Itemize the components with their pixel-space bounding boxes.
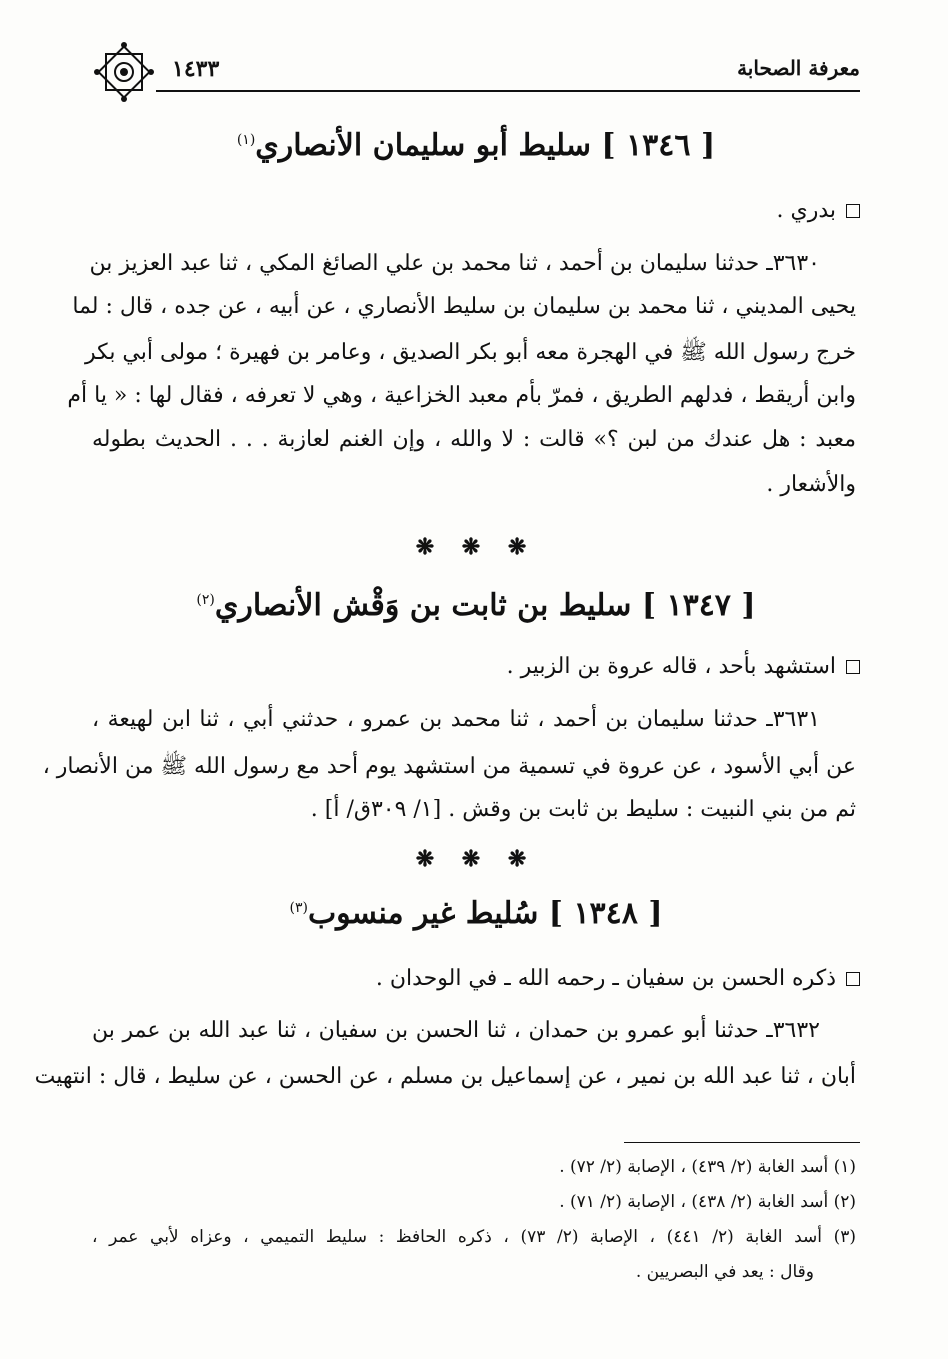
footnote-ref: (٢): [196, 592, 215, 608]
entry-note-text: بدري .: [776, 198, 836, 223]
text-line: عن أبي الأسود ، عن عروة في تسمية من استشهد يوم أحد مع رسول الله ﷺ من الأنصار ،: [42, 754, 856, 779]
page-header: [92, 50, 860, 90]
text-line: ٣٦٣١ـ حدثنا سليمان بن أحمد ، ثنا محمد بن عمرو ، حدثني أبي ، ثنا ابن لهيعة ،: [92, 707, 820, 732]
footnote-rule: [624, 1142, 860, 1143]
footnote-ref: (٣): [289, 900, 308, 916]
entry-heading-text: [ ١٣٤٧ ] سليط بن ثابت بن وَقْش الأنصاري: [214, 588, 756, 623]
entry-note-text: ذكره الحسن بن سفيان ـ رحمه الله ـ في الوحدان .: [375, 966, 836, 991]
square-bullet-icon: [846, 204, 860, 218]
square-bullet-icon: [846, 972, 860, 986]
footnote-continuation: وقال : يعد في البصريين .: [635, 1262, 814, 1282]
entry-note: [92, 198, 860, 223]
entry-heading-text: [ ١٣٤٦ ] سليط أبو سليمان الأنصاري: [255, 128, 716, 163]
ornament-star-icon: [92, 40, 156, 104]
section-separator: ❋ ❋ ❋: [415, 534, 537, 560]
text-line: ٣٦٣٢ـ حدثنا أبو عمرو بن حمدان ، ثنا الحسن بن سفيان ، ثنا عبد الله بن عمر بن: [92, 1018, 820, 1043]
entry-note-text: استشهد بأحد ، قاله عروة بن الزبير .: [506, 654, 836, 679]
text-line: ثم من بني النبيت : سليط بن ثابت بن وقش . [١/ ٣٠٩ق/ أ] .: [310, 797, 856, 822]
entry-heading-1347: [92, 588, 860, 623]
book-title: معرفة الصحابة: [737, 56, 860, 80]
footnote: (٢) أسد الغابة (٢/ ٤٣٨) ، الإصابة (٢/ ٧١) .: [559, 1192, 856, 1212]
square-bullet-icon: [846, 660, 860, 674]
footnote: (١) أسد الغابة (٢/ ٤٣٩) ، الإصابة (٢/ ٧٢) .: [559, 1157, 856, 1177]
footnote: (٣) أسد الغابة (٢/ ٤٤١) ، الإصابة (٢/ ٧٣) ، ذكره الحافظ : سليط التميمي ، وعزاه لأبي عمر ،: [92, 1227, 856, 1247]
text-line: ٣٦٣٠ـ حدثنا سليمان بن أحمد ، ثنا محمد بن علي الصائغ المكي ، ثنا عبد العزيز بن: [89, 251, 820, 276]
entry-note: [92, 966, 860, 991]
text-line: معبد : هل عندك من لبن ؟» قالت : لا والله ، وإن الغنم لعازبة . . . الحديث بطوله: [92, 427, 856, 452]
entry-heading-text: [ ١٣٤٨ ] سُليط غير منسوب: [307, 896, 663, 931]
entry-heading-1346: [92, 128, 860, 163]
text-line: خرج رسول الله ﷺ في الهجرة معه أبو بكر الصديق ، وعامر بن فهيرة ؛ مولى أبي بكر: [85, 340, 856, 365]
text-line: أبان ، ثنا عبد الله بن نمير ، عن إسماعيل بن مسلم ، عن الحسن ، عن سليط ، قال : انتهيت: [34, 1064, 856, 1089]
entry-note: [92, 654, 860, 679]
section-separator: ❋ ❋ ❋: [415, 846, 537, 872]
footnote-ref: (١): [236, 132, 256, 148]
text-line: والأشعار .: [766, 472, 856, 497]
text-line: يحيى المديني ، ثنا محمد بن سليمان بن سليط الأنصاري ، عن أبيه ، عن جده ، قال : لما: [72, 294, 856, 319]
entry-heading-1348: [92, 896, 860, 931]
header-rule: [156, 90, 860, 92]
page-number: ١٤٣٣: [172, 56, 220, 82]
text-line: وابن أريقط ، فدلهم الطريق ، فمرّ بأم معبد الخزاعية ، وهي لا تعرفه ، فقال لها : « يا أم: [67, 383, 856, 408]
